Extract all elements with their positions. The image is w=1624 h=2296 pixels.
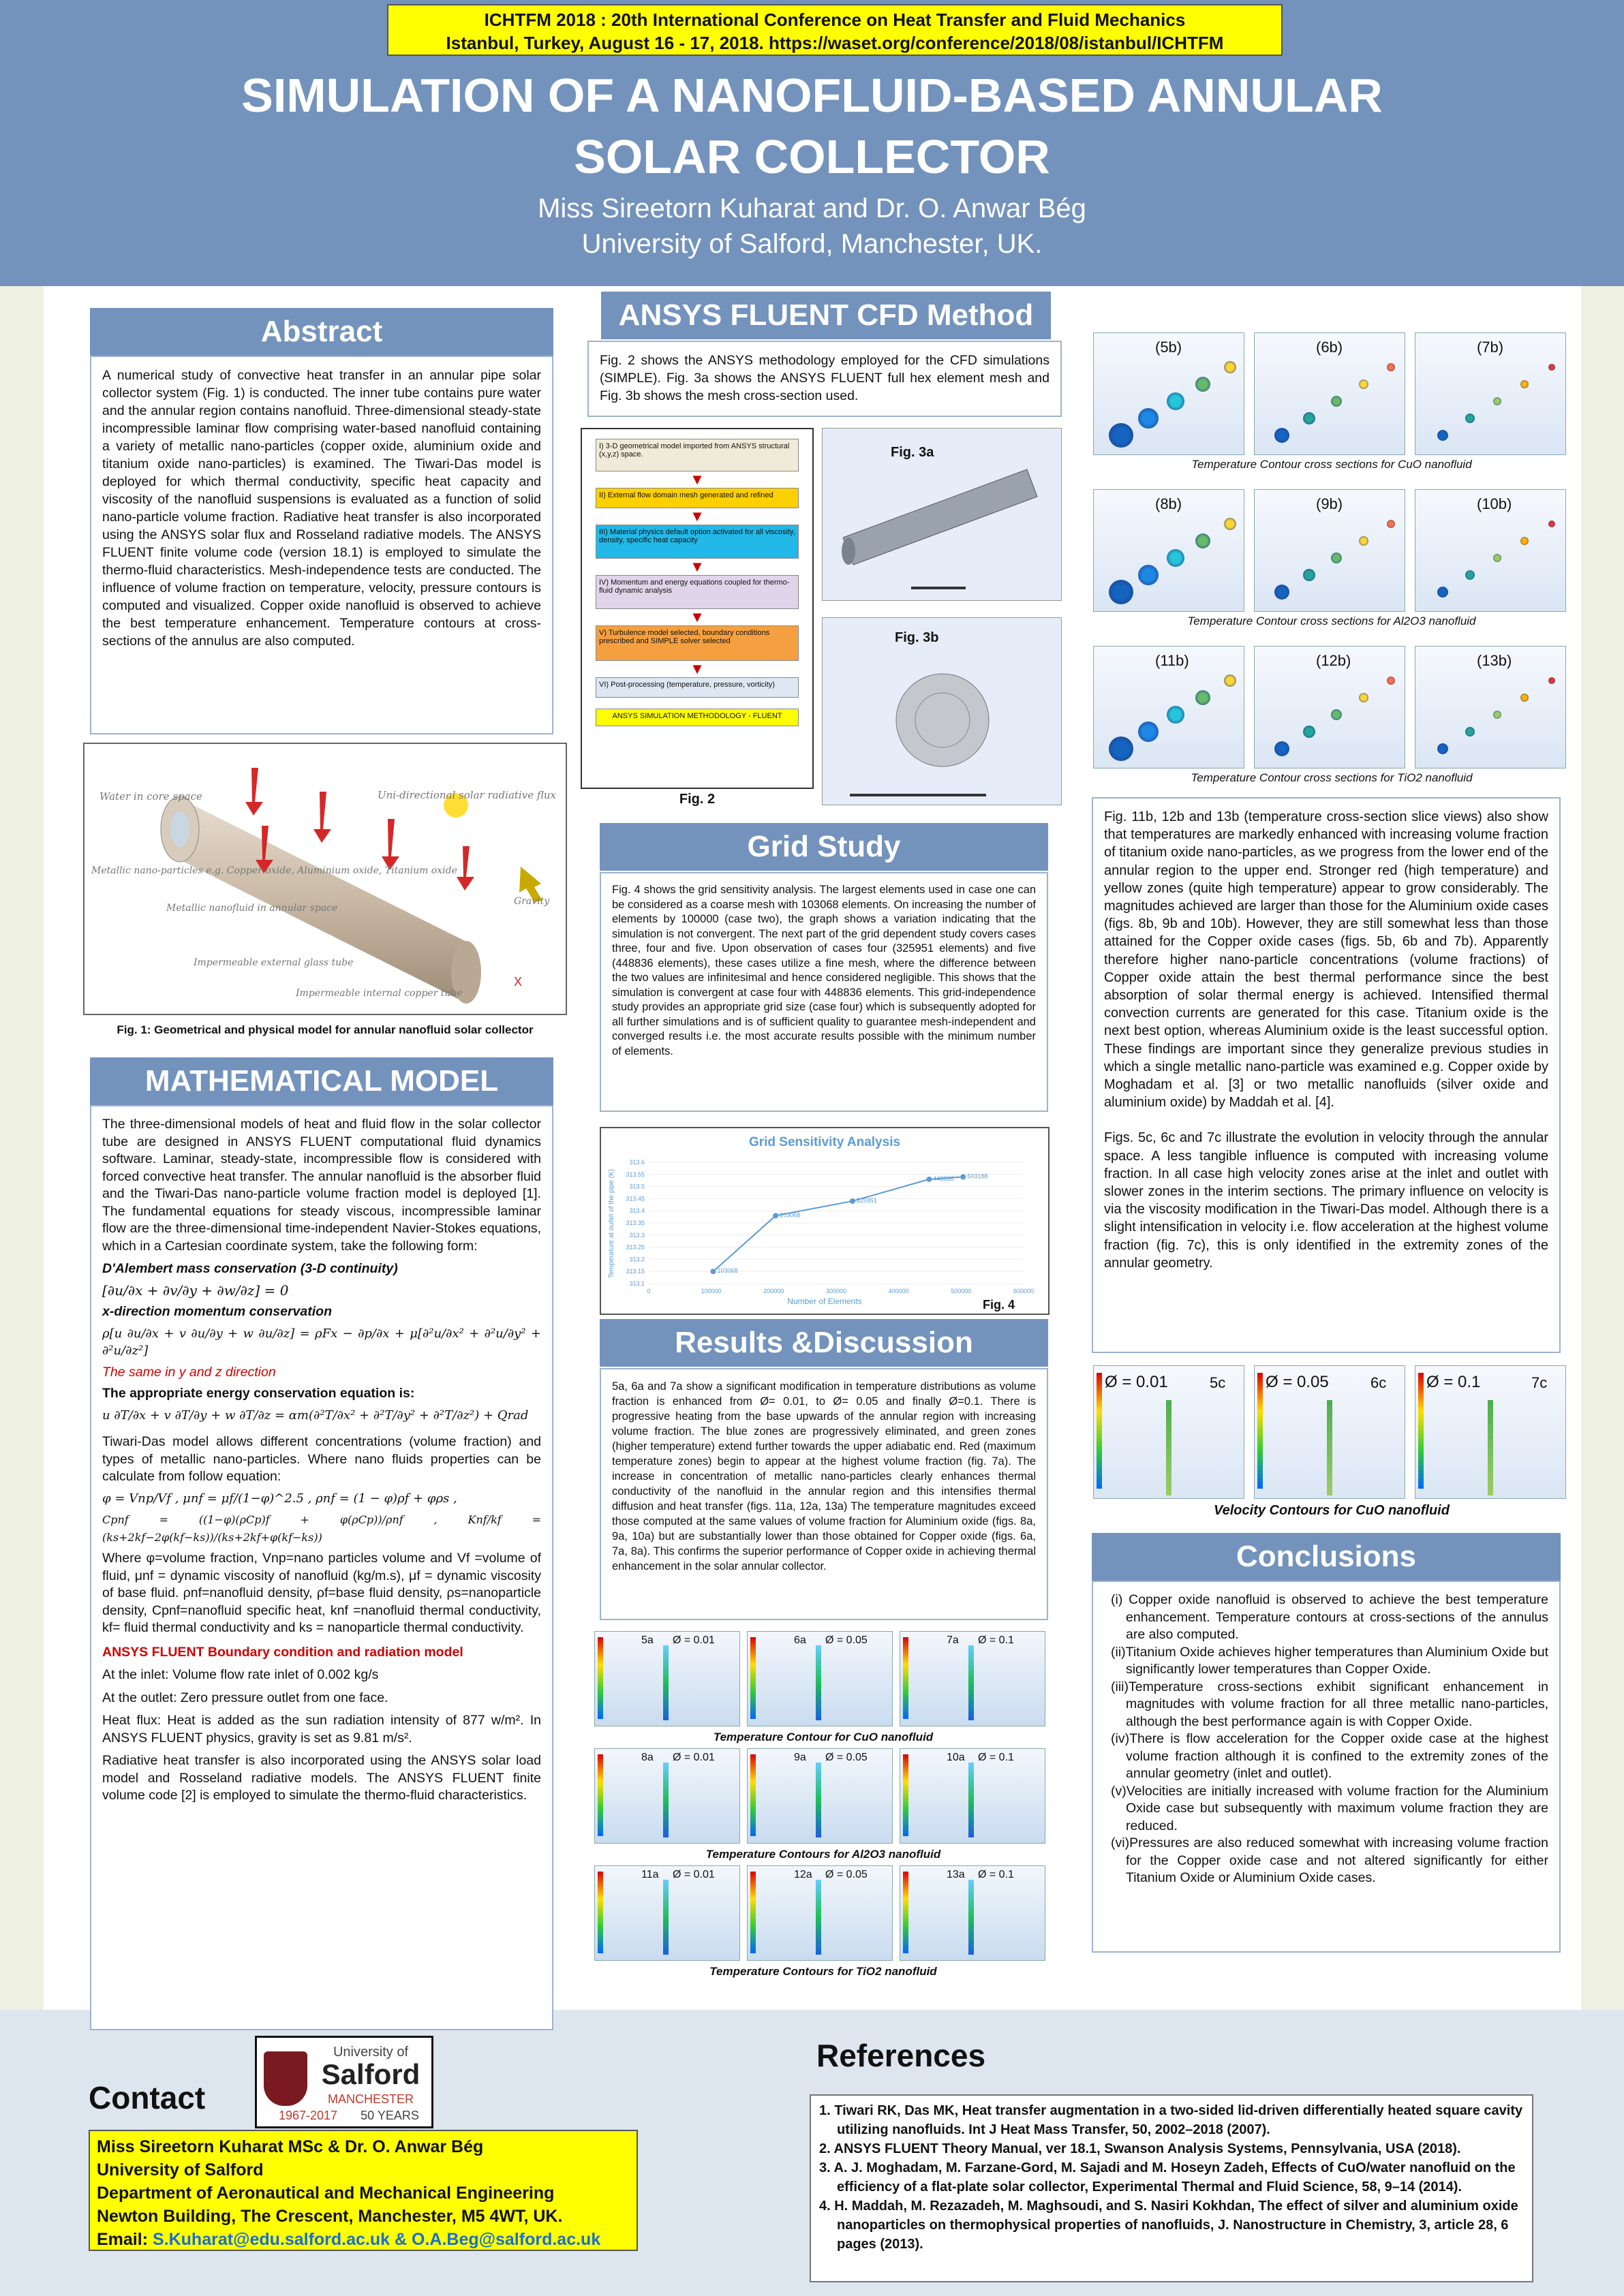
panel-label: 5a: [641, 1634, 654, 1646]
chart-xlabel: Number of Elements: [787, 1297, 862, 1306]
contour-panel: [747, 1631, 893, 1726]
velocity-contours-row: [1093, 1365, 1570, 1502]
fig1-diagram: [83, 743, 567, 1015]
cross-section-slice: [1274, 741, 1289, 756]
abstract-text: A numerical study of convective heat transfer in an annular pipe solar collector system (Fig. 1) is conducted. The inner tube contains pure water and the annular region contains nanofluid. Three-dimensional steady-state incompressible laminar flow comprising water-based nanofluid containing a variety of metallic nano-particles (copper oxide, aluminium oxide and titanium oxide nano-particles) is examined. The Tiwari-Das model is deployed for which thermal conductivity, specific heat capacity and viscosity of the nanofluid suspensions is evaluated as a function of solid nano-particle volume fraction. Radiative heat transfer is also incorporated using the ANSYS solar flux and Rosseland radiative models. The ANSYS FLUENT finite volume code (version 18.1) is employed to simulate the thermo-fluid characteristics. Mesh-independence tests are conducted. The influence of volume fraction on temperature, velocity, pressure contours is computed and visualized. Copper oxide nanofluid is observed to achieve the best temperature enhancement. Temperature contours at cross-sections of the annulus are also computed.: [90, 356, 553, 734]
email-label: Email:: [97, 2230, 153, 2249]
same-yz: The same in y and z direction: [102, 1364, 276, 1380]
email-link[interactable]: S.Kuharat@edu.salford.ac.uk & O.A.Beg@salford.ac.uk: [152, 2230, 601, 2249]
contour-panel: [900, 1631, 1045, 1726]
cross-section-slice: [1359, 536, 1368, 546]
data-point: [926, 1177, 932, 1182]
color-scale: [903, 1754, 908, 1836]
heatflux-text: Heat flux: Heat is added as the sun radiation intensity of 877 w/m². In ANSYS FLUENT physics, gravity is set as 9.81 m/s².: [102, 1713, 541, 1746]
color-scale: [1418, 1373, 1424, 1489]
panel-label: 9a: [794, 1752, 806, 1763]
step-2: II) External flow domain mesh generated and refined: [596, 488, 799, 508]
y-tick-label: 313.35: [626, 1220, 645, 1226]
fig3a-mesh: [822, 428, 1062, 601]
eq-phi: φ = Vnp/Vf , μnf = μf/(1−φ)^2.5 , ρnf = (1 − φ)ρf + φρs ,: [102, 1491, 457, 1506]
cross-section-slice: [1548, 364, 1555, 371]
annulus-profile: [968, 1645, 974, 1720]
cross-section-slice: [1224, 361, 1236, 373]
panel-label: (13b): [1477, 652, 1512, 669]
volume-fraction-label: Ø = 0.1: [978, 1752, 1014, 1763]
color-scale: [598, 1637, 603, 1719]
author-affiliation: University of Salford, Manchester, UK.: [581, 229, 1043, 259]
left-margin: [0, 286, 44, 2010]
data-label: 448836: [933, 1175, 954, 1182]
data-point: [850, 1198, 855, 1204]
volume-fraction-label: Ø = 0.1: [978, 1634, 1014, 1646]
cross-section-slice: [1331, 553, 1342, 563]
cross-section-panel: [1415, 332, 1566, 455]
panel-label: 10a: [947, 1752, 965, 1763]
conference-line-2: Istanbul, Turkey, August 16 - 17, 2018. https://waset.org/conference/2018/08/istanbul/ICHTFM: [446, 33, 1224, 53]
cross-section-slice: [1303, 412, 1315, 424]
x-tick-label: 0: [647, 1288, 651, 1294]
cfd-heading: ANSYS FLUENT CFD Method: [601, 292, 1051, 339]
conclusion-item: (iv)There is flow acceleration for the Copper oxide case at the highest volume fraction although it is confined to the extremity zones of the annular geometry (inlet and outlet).: [1111, 1731, 1548, 1781]
y-tick-label: 313.25: [626, 1243, 645, 1251]
cross-section-slice: [1437, 587, 1448, 598]
cross-section-slice: [1195, 690, 1210, 705]
fig3b-svg: [823, 618, 1061, 803]
title-line-2: SOLAR COLLECTOR: [574, 130, 1050, 183]
panel-label: (5b): [1155, 339, 1182, 356]
panel-label: 6a: [794, 1634, 806, 1646]
volume-fraction-label: Ø = 0.01: [1105, 1373, 1168, 1391]
panel-label: 13a: [947, 1869, 965, 1880]
cross-section-slice: [1548, 521, 1555, 527]
conference-line-1: ICHTFM 2018 : 20th International Conference on Heat Transfer and Fluid Mechanics: [484, 10, 1186, 30]
cfd-text: Fig. 2 shows the ANSYS methodology employed for the CFD simulations (SIMPLE). Fig. 3a shows the ANSYS FLUENT full hex element mesh and Fig. 3b shows the mesh cross-section used.: [587, 341, 1062, 417]
cross-section-panel: [1415, 489, 1566, 612]
contour-panel: [900, 1865, 1045, 1961]
references-list: [810, 2094, 1533, 2282]
annulus-profile: [1166, 1400, 1171, 1495]
author-names: Miss Sireetorn Kuharat and Dr. O. Anwar Bég: [538, 193, 1086, 223]
volume-fraction-label: Ø = 0.1: [1426, 1373, 1481, 1391]
panel-label: 11a: [641, 1869, 659, 1880]
cross-section-slice: [1138, 408, 1159, 429]
cross-section-panel: [1254, 646, 1405, 769]
fig3b-mesh: [822, 617, 1062, 805]
fig1-label-gravity: Gravity: [514, 896, 550, 907]
fig1-svg: [85, 744, 566, 1014]
color-scale: [598, 1872, 603, 1953]
volume-fraction-label: Ø = 0.01: [673, 1752, 715, 1763]
grid-heading: Grid Study: [600, 823, 1048, 871]
x-tick-label: 200000: [763, 1288, 784, 1294]
volume-fraction-label: Ø = 0.05: [1266, 1373, 1329, 1391]
cross-section-slice: [1138, 722, 1159, 742]
scale-bar: [850, 794, 986, 796]
annulus-profile: [663, 1763, 669, 1837]
data-point: [710, 1269, 716, 1274]
conference-banner: [387, 4, 1283, 56]
cross-section-slice: [1167, 706, 1184, 724]
cross-section-panel: [1415, 646, 1566, 769]
cross-section-slice: [1167, 549, 1184, 567]
panel-label: (11b): [1155, 652, 1189, 669]
conclusion-item: (v)Velocities are initially increased with volume fraction for the Aluminium Oxide case but subsequently with maximum volume fraction they are reduced.: [1111, 1783, 1548, 1833]
cross-section-slice: [1493, 554, 1501, 562]
cross-section-contours-grid: [1093, 332, 1570, 782]
mesh-cross-section: [896, 674, 989, 766]
series-line: [713, 1177, 963, 1271]
cross-section-slice: [1465, 570, 1475, 580]
cross-section-slice: [1520, 694, 1529, 702]
panel-label: 7c: [1531, 1374, 1548, 1391]
logo-line-5: 50 YEARS: [361, 2109, 419, 2122]
volume-fraction-label: Ø = 0.1: [978, 1869, 1014, 1880]
mass-title: D'Alembert mass conservation (3-D continuity): [102, 1261, 398, 1276]
eq-mass: [∂u/∂x + ∂v/∂y + ∂w/∂z] = 0: [102, 1282, 289, 1299]
fig1-label-flux: Uni-directional solar radiative flux: [378, 789, 556, 801]
logo-line-3: MANCHESTER: [327, 2092, 414, 2106]
radiation-text: Radiative heat transfer is also incorporated using the ANSYS solar load model and Rosseland radiative models. The ANSYS FLUENT finite volume code [2] is employed to simulate the thermo-fluid characteristics.: [102, 1753, 541, 1803]
step-6: VI) Post-processing (temperature, pressure, vorticity): [596, 677, 799, 698]
title-line-1: SIMULATION OF A NANOFLUID-BASED ANNULAR: [241, 69, 1383, 122]
cross-section-slice: [1138, 565, 1159, 585]
cross-section-slice: [1167, 392, 1184, 410]
bc-title: ANSYS FLUENT Boundary condition and radiation model: [102, 1644, 463, 1660]
inlet-text: At the inlet: Volume flow rate inlet of 0.002 kg/s: [102, 1667, 379, 1682]
contour-panel: [594, 1865, 740, 1961]
cross-section-slice: [1387, 520, 1395, 528]
fig3b-label: Fig. 3b: [895, 630, 939, 645]
eq-xmom: ρ[u ∂u/∂x + v ∂u/∂y + w ∂u/∂z] = ρFx − ∂p/∂x + μ[∂²u/∂x² + ∂²u/∂y² + ∂²u/∂z²]: [102, 1326, 541, 1358]
fig1-caption: Fig. 1: Geometrical and physical model for annular nanofluid solar collector: [117, 1023, 534, 1036]
cross-section-slice: [1274, 428, 1289, 443]
flow-arrow: ▼: [690, 608, 705, 625]
reference-item: 4. H. Maddah, M. Rezazadeh, M. Maghsoudi, and S. Nasiri Kokhdan, The effect of silver and aluminium oxide nanoparticles on thermophysical properties of nanofluids, J. Nanostructure in Chemistry, 3, article 28, 6 pages (2013).: [819, 2199, 1518, 2252]
reference-item: 1. Tiwari RK, Das MK, Heat transfer augmentation in a two-sided lid-driven differentially heated square cavity utilizing nanofluids. Int J Heat Mass Transfer, 50, 2002–2018 (2007).: [819, 2103, 1523, 2137]
step-title: ANSYS SIMULATION METHODOLOGY - FLUENT: [596, 709, 799, 726]
y-tick-label: 313.6: [629, 1159, 645, 1166]
scale-bar: [911, 587, 966, 589]
velocity-panel: [1254, 1365, 1405, 1499]
contour-panel: [747, 1748, 893, 1844]
conclusions-heading: Conclusions: [1092, 1533, 1561, 1581]
color-scale: [903, 1637, 908, 1719]
contact-line: Newton Building, The Crescent, Manchester, M5 4WT, UK.: [97, 2207, 563, 2226]
results-text: 5a, 6a and 7a show a significant modification in temperature distributions as volume fraction is enhanced from Ø= 0.01, to Ø= 0.05 and finally Ø=0.1. There is progressive heating from the base upwards of the annular region with increasing volume fraction. The blue zones are progressively eliminated, and green zones (higher temperature) extend further towards the upper adiabatic end. Red (maximum temperature zones) begin to appear at the highest volume fraction (fig. 7a). The increase in concentration of metallic nano-particles clearly enhances thermal conductivity of the nanofluid in the annular region and this intensifies thermal diffusion and heat transfer (figs. 11a, 12a, 13a) The temperature magnitudes exceed those computed at the same values of volume fraction for Aluminium oxide (figs. 8a, 9a, 10a) but are substantially lower than those obtained for Copper oxide (figs. 6a, 7a, 8a). This confirms the superior performance of Copper oxide in achieving thermal enhancement in the solar annular collector.: [600, 1368, 1048, 1620]
contour-row-caption: Temperature Contours for Al2O3 nanofluid: [705, 1848, 941, 1861]
y-tick-label: 313.3: [629, 1231, 645, 1239]
crest-icon: [264, 2051, 307, 2106]
cross-section-slice: [1274, 585, 1289, 600]
color-scale: [598, 1754, 603, 1836]
cross-section-slice: [1303, 726, 1315, 738]
y-tick-label: 313.55: [626, 1170, 645, 1178]
core-end: [170, 811, 189, 847]
mesh-tube: [843, 469, 1037, 565]
cross-section-slice: [1387, 677, 1395, 685]
fig2-caption: Fig. 2: [679, 792, 716, 807]
cross-section-slice: [1331, 709, 1342, 720]
cross-section-slice: [1195, 533, 1210, 548]
y-tick-label: 313.45: [626, 1195, 645, 1203]
color-scale: [903, 1872, 908, 1953]
x-tick-label: 100000: [701, 1288, 722, 1294]
cross-section-slice: [1493, 711, 1501, 719]
flow-arrow: ▼: [690, 660, 705, 677]
step-5: V) Turbulence model selected, boundary conditions prescribed and SIMPLE solver selected: [596, 625, 799, 661]
reference-item: 2. ANSYS FLUENT Theory Manual, ver 18.1, Swanson Analysis Systems, Pennsylvania, USA (2018).: [819, 2141, 1461, 2156]
panel-label: (10b): [1477, 495, 1512, 512]
panel-label: 8a: [641, 1752, 654, 1763]
velocity-caption: Velocity Contours for CuO nanofluid: [1214, 1503, 1450, 1518]
discussion-para-1: Fig. 11b, 12b and 13b (temperature cross-section slice views) also show that temperatures are markedly enhanced with increasing volume fraction of titanium oxide nano-particles, as we progress from the lower end of the annular region to the upper end. Stronger red (high temperature) and yellow zones (quite high temperature) appear to grow considerably. The magnitudes achieved are larger than those for the Aluminium oxide cases (figs. 8b, 9b and 10b). However, they are still somewhat less than those attained for the Copper oxide cases (figs. 5b, 6b and 7b). Apparently therefore higher nano-particle concentrations (volume fractions) of Copper oxide attain the best thermal performance since the best absorption of solar thermal energy is achieved. Intensified thermal convection currents are generated for this case. Titanium oxide is the next best option, whereas Aluminium oxide is the least successful option. These findings are important since they generalize previous studies in which a single metallic nano-particle was examined e.g. Copper oxide by Moghadam et al. [3] or two metallic nanofluids (silver oxide and aluminium oxide) by Maddah et al. [4].: [1104, 809, 1548, 1111]
annulus-profile: [1488, 1400, 1493, 1495]
panel-label: (6b): [1316, 339, 1343, 356]
contact-line: Miss Sireetorn Kuharat MSc & Dr. O. Anwar Bég: [97, 2137, 484, 2156]
fig3a-svg: [823, 429, 1061, 599]
logo-line-4: 1967-2017: [278, 2109, 338, 2122]
flow-arrow: ▼: [690, 508, 705, 525]
poster-title: [177, 65, 1447, 187]
cross-section-caption: Temperature Contour cross sections for CuO nanofluid: [1191, 458, 1472, 471]
cross-section-slice: [1493, 397, 1501, 405]
panel-label: 6c: [1370, 1374, 1387, 1391]
conclusion-item: (iii)Temperature cross-sections exhibit significant enhancement in magnitudes with volume fraction for all three metallic nano-particles, although the best performance again is with Copper Oxide.: [1111, 1679, 1548, 1729]
contact-line: University of Salford: [97, 2160, 264, 2179]
cross-section-slice: [1109, 423, 1133, 448]
grid-chart-svg: [601, 1128, 1048, 1314]
x-tick-label: 600000: [1013, 1288, 1035, 1294]
fig1-label-nanofluid: Metallic nanofluid in annular space: [166, 903, 338, 914]
panel-label: (9b): [1316, 495, 1343, 512]
references-heading: References: [816, 2038, 986, 2073]
contact-box: [89, 2130, 638, 2251]
data-label: 503188: [967, 1173, 988, 1180]
right-margin: [1581, 286, 1624, 2010]
contour-panel: [594, 1631, 740, 1726]
where-text: Where φ=volume fraction, Vnp=nano particles volume and Vf =volume of fluid, μnf = dynamic viscosity of nanofluid (kg/m.s), μf = dynamic viscosity of base fluid. ρnf=nanofluid density, ρf=base fluid density, ρs=nanoparticle density, Cpnf=nanofluid specific heat, knf =nanofluid thermal conductivity, kf= fluid thermal conductivity and ks = nanoparticle thermal conductivity.: [102, 1551, 541, 1635]
color-scale: [1097, 1373, 1102, 1489]
energy-title: The appropriate energy conservation equation is:: [102, 1386, 415, 1401]
abstract-heading: Abstract: [90, 308, 553, 356]
contact-line: Department of Aeronautical and Mechanical Engineering: [97, 2184, 555, 2203]
panel-label: (7b): [1477, 339, 1504, 356]
cross-section-panel: [1093, 646, 1244, 769]
fig1-label-copper: Impermeable internal copper tube: [296, 988, 463, 999]
eq-cp: Cpnf = ((1−φ)(ρCp)f + φ(ρCp))/ρnf , Knf/kf = (ks+2kf−2φ(kf−ks))/(ks+2kf+φ(kf−ks)): [102, 1513, 541, 1544]
cross-section-slice: [1387, 363, 1395, 371]
results-heading: Results &Discussion: [600, 1319, 1048, 1367]
xmom-title: x-direction momentum conservation: [102, 1304, 332, 1319]
conclusions-list: [1092, 1581, 1561, 1953]
contour-panel: [594, 1748, 740, 1844]
velocity-panel: [1415, 1365, 1566, 1499]
cross-section-slice: [1359, 379, 1368, 389]
math-intro: The three-dimensional models of heat and fluid flow in the solar collector tube are designed in ANSYS FLUENT computational fluid dynamics software. Laminar, steady-state, incompressible flow is considered with forced convective heat transfer. The annular nanofluid is the absorber fluid and the Tiwari-Das nano-particle volume fraction model is deployed [1]. The fundamental equations for steady viscous, incompressible laminar flow are the three-dimensional time-independent Navier-Stokes equations, which in a Cartesian coordinate system, take the following form:: [102, 1117, 541, 1254]
contour-row-caption: Temperature Contours for TiO2 nanofluid: [709, 1965, 937, 1978]
cross-section-caption: Temperature Contour cross sections for TiO2 nanofluid: [1191, 771, 1473, 784]
cross-section-slice: [1465, 727, 1475, 736]
cross-section-slice: [1520, 380, 1529, 388]
cross-section-slice: [1548, 677, 1555, 684]
cross-section-slice: [1520, 537, 1529, 545]
volume-fraction-label: Ø = 0.05: [825, 1752, 868, 1763]
mesh-tube-end: [842, 538, 855, 565]
color-scale: [750, 1637, 756, 1719]
y-tick-label: 313.4: [629, 1207, 645, 1215]
chart-ylabel: Temperature at outlet of the pipe (K): [608, 1168, 615, 1279]
data-label: 203068: [780, 1211, 801, 1219]
cross-section-slice: [1465, 414, 1475, 423]
logo-line-2: Salford: [321, 2058, 420, 2090]
cross-section-slice: [1303, 569, 1315, 581]
panel-label: (12b): [1316, 652, 1351, 669]
logo-line-1: University of: [333, 2045, 409, 2060]
fig4-chart: [600, 1127, 1050, 1315]
y-tick-label: 313.15: [626, 1268, 645, 1275]
math-heading: MATHEMATICAL MODEL: [90, 1057, 553, 1105]
math-box: [90, 1105, 553, 2030]
university-logo: [255, 2036, 433, 2128]
step-4: IV) Momentum and energy equations coupled for thermo-fluid dynamic analysis: [596, 575, 799, 609]
cross-section-slice: [1224, 674, 1236, 687]
temperature-contours-grid: [594, 1631, 1052, 1979]
conclusion-item: (vi)Pressures are also reduced somewhat with increasing volume fraction for the Copper oxide case and not altered significantly for either Titanium Oxide or Aluminium Oxide cases.: [1111, 1835, 1548, 1885]
cross-section-slice: [1195, 377, 1210, 392]
step-1: I) 3-D geometrical model imported from ANSYS structural (x,y,z) space.: [596, 439, 799, 471]
eq-energy: u ∂T/∂x + v ∂T/∂y + w ∂T/∂z = αm(∂²T/∂x² + ∂²T/∂y² + ∂²T/∂z²) + Qrad: [102, 1408, 529, 1423]
fig1-label-x: X: [514, 975, 523, 989]
panel-label: 7a: [947, 1634, 959, 1646]
fig3a-label: Fig. 3a: [891, 445, 934, 460]
data-point: [960, 1174, 966, 1179]
cross-section-slice: [1331, 396, 1342, 407]
panel-label: 12a: [794, 1869, 812, 1880]
color-scale: [750, 1872, 756, 1953]
fig4-label: Fig. 4: [983, 1298, 1015, 1312]
panel-label: 5c: [1210, 1374, 1226, 1391]
contact-heading: Contact: [89, 2080, 206, 2115]
annulus-profile: [1327, 1400, 1332, 1495]
cross-section-slice: [1109, 580, 1133, 604]
cross-section-slice: [1359, 693, 1368, 702]
author-block: [177, 191, 1447, 262]
color-scale: [750, 1754, 756, 1836]
x-tick-label: 500000: [951, 1288, 972, 1294]
annulus-profile: [816, 1880, 821, 1955]
cross-section-caption: Temperature Contour cross sections for Al2O3 nanofluid: [1187, 615, 1476, 627]
flow-arrow: ▼: [690, 471, 705, 488]
cross-section-panel: [1093, 489, 1244, 612]
reference-item: 3. A. J. Moghadam, M. Farzane-Gord, M. Sajadi and M. Hoseyn Zadeh, Effects of CuO/water nanofluid on the efficiency of a flat-plate solar collector, Experimental Thermal and Fluid Science, 58, 9–14 (2014).: [819, 2160, 1516, 2194]
annulus-profile: [968, 1880, 974, 1955]
cross-section-panel: [1254, 332, 1405, 455]
fig1-label-glass: Impermeable external glass tube: [194, 957, 354, 968]
chart-title: Grid Sensitivity Analysis: [748, 1135, 901, 1149]
panel-label: (8b): [1155, 495, 1182, 512]
discussion-box: [1092, 797, 1561, 1353]
y-tick-label: 313.1: [629, 1280, 645, 1287]
volume-fraction-label: Ø = 0.05: [825, 1869, 868, 1880]
annulus-profile: [663, 1645, 669, 1720]
grid-text: Fig. 4 shows the grid sensitivity analysis. The largest elements used in case one can be considered as a coarse mesh with 103068 elements. On increasing the number of elements by 100000 (case two), the graph shows a variation indicating that the simulation is not convergent. The next part of the grid dependent study covers cases three, four and five. Upon observation of cases four (325951 elements) and five (448836 elements), these cases utilize a fine mesh, where the difference between the two values are infinitesimal and hence considered negligible. This shows that the simulation is convergent at case four with 448836 elements. This grid-independence study provides an appropriate grid size (case four) which is subsequently adopted for all further simulations and is of sufficient quality to guarantee mesh-independent and converged results i.e. the most accurate results possible with the minimum number of elements.: [600, 872, 1048, 1112]
annulus-profile: [816, 1763, 821, 1837]
flow-arrow: ▼: [690, 558, 705, 575]
cross-section-slice: [1109, 736, 1133, 761]
y-tick-label: 313.2: [629, 1256, 645, 1263]
fig1-label-particles: Metallic nano-particles e.g. Copper oxide, Aluminium oxide, Titanium oxide: [91, 865, 457, 876]
outlet-text: At the outlet: Zero pressure outlet from one face.: [102, 1690, 388, 1705]
cross-section-slice: [1437, 430, 1448, 441]
discussion-para-2: Figs. 5c, 6c and 7c illustrate the evolution in velocity through the annular space. A less tangible influence is computed with increasing volume fraction. In all case high velocity zones arise at the inlet and outlet with slower zones in the interim sections. The primary influence on velocity is via the viscosity modification in the Tiwari-Das model. Although there is a slight intensification in velocity i.e. flow acceleration at the highest volume fraction (fig. 7c), this is only identified in the extremity zones of the annular geometry.: [1104, 1130, 1548, 1271]
conclusion-item: (ii)Titanium Oxide achieves higher temperatures than Aluminium Oxide but significantly lower temperatures than Copper Oxide.: [1111, 1644, 1548, 1677]
cross-section-slice: [1224, 518, 1236, 530]
volume-fraction-label: Ø = 0.05: [825, 1634, 868, 1646]
contour-panel: [900, 1748, 1045, 1844]
color-scale: [1257, 1373, 1263, 1489]
contour-row-caption: Temperature Contour for CuO nanofluid: [713, 1731, 934, 1743]
velocity-panel: [1093, 1365, 1244, 1499]
cross-section-panel: [1254, 489, 1405, 612]
data-label: 325951: [856, 1196, 877, 1204]
y-tick-label: 313.5: [629, 1183, 645, 1190]
cross-section-slice: [1437, 743, 1448, 754]
tiwari-text: Tiwari-Das model allows different concentrations (volume fraction) and types of metallic nano-particles. Where nano fluids properties can be calculate from follow equation:: [102, 1434, 541, 1484]
conclusion-item: (i) Copper oxide nanofluid is observed to achieve the best temperature enhancement. Temperature contours at cross-sections of the annulus are also computed.: [1111, 1592, 1548, 1642]
cross-section-panel: [1093, 332, 1244, 455]
annulus-profile: [816, 1645, 821, 1720]
volume-fraction-label: Ø = 0.01: [673, 1634, 715, 1646]
fig1-label-core: Water in core space: [99, 790, 202, 803]
fig2-flowchart: [581, 428, 814, 789]
contour-panel: [747, 1865, 893, 1961]
annulus-profile: [663, 1880, 669, 1955]
x-tick-label: 400000: [888, 1288, 909, 1294]
data-label: 103068: [717, 1267, 738, 1275]
x-tick-label: 300000: [825, 1288, 847, 1294]
annulus-profile: [968, 1763, 974, 1837]
volume-fraction-label: Ø = 0.01: [673, 1869, 715, 1880]
step-3: III) Material physics default option activated for all viscosity, density, specific heat capacity: [596, 525, 799, 559]
data-point: [773, 1213, 778, 1218]
